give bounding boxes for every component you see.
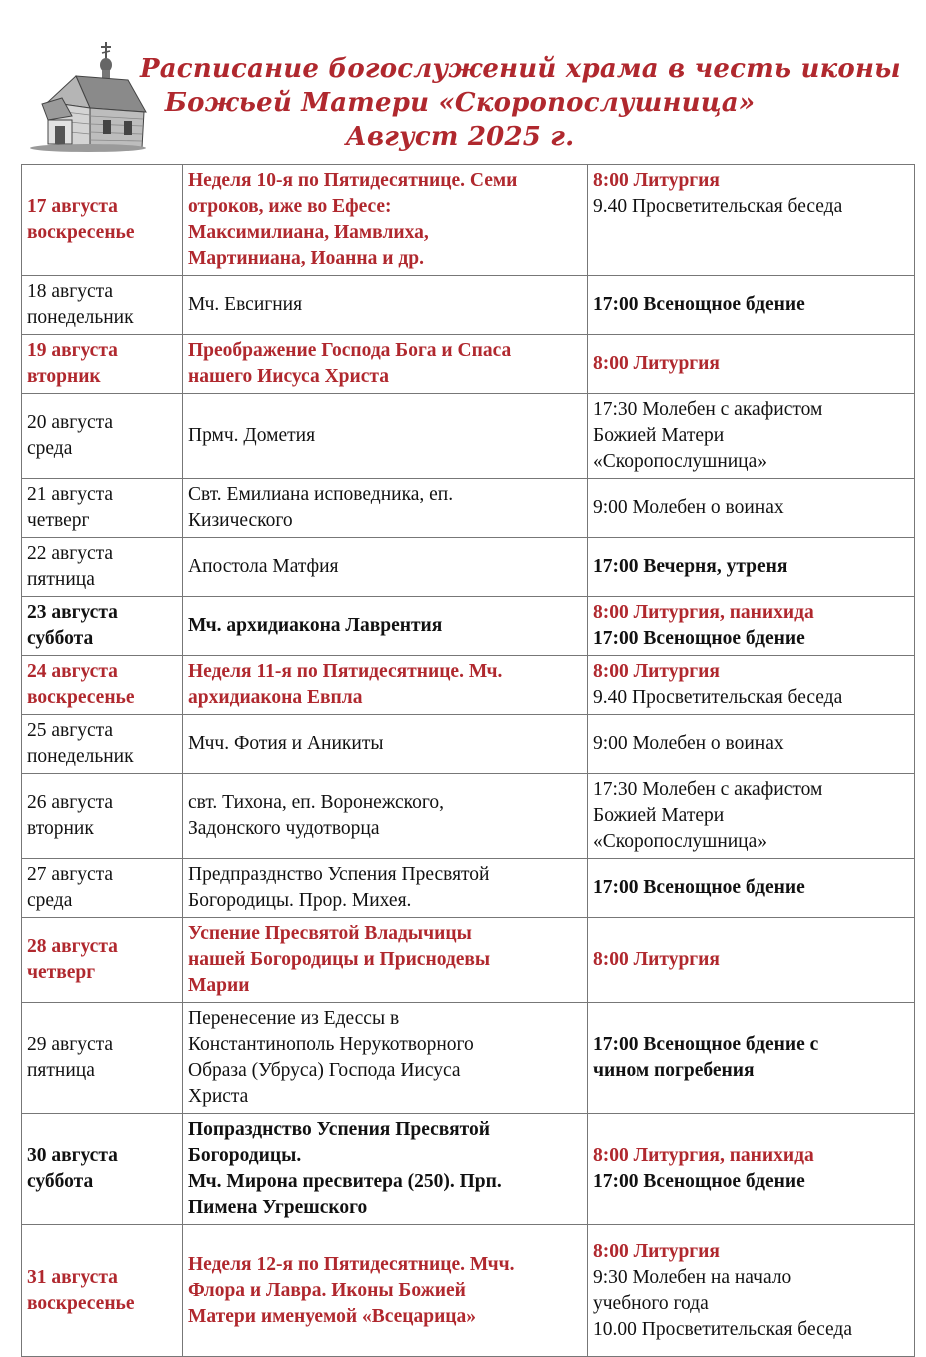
services-cell — [588, 538, 915, 597]
services-cell — [588, 165, 915, 276]
saint-cell-line: Кизического — [188, 510, 293, 531]
saint-cell-line: архидиакона Евпла — [188, 687, 363, 708]
saint-cell-line: Успение Пресвятой Владычицы — [188, 923, 472, 944]
saint-cell — [183, 165, 588, 276]
services-cell-line: учебного года — [593, 1292, 709, 1314]
schedule-table — [21, 164, 915, 1357]
schedule-row — [22, 276, 915, 335]
services-cell-line: 9:00 Молебен о воинах — [593, 733, 784, 754]
services-cell — [588, 335, 915, 394]
saint-cell — [183, 774, 588, 859]
saint-cell — [183, 335, 588, 394]
saint-cell-line: Предпразднство Успения Пресвятой — [188, 864, 490, 885]
date-cell-line: 19 августа — [27, 340, 118, 361]
services-cell-line: 8:00 Литургия — [593, 661, 720, 682]
services-cell-line: 17:00 Всенощное бдение — [593, 877, 805, 898]
saint-cell-line: Христа — [188, 1086, 249, 1107]
saint-cell-line: Неделя 11-я по Пятидесятнице. Мч. — [188, 661, 503, 682]
date-cell — [22, 597, 183, 656]
saint-cell — [183, 276, 588, 335]
date-cell-line: понедельник — [27, 746, 134, 767]
date-cell-line: 21 августа — [27, 484, 114, 505]
saint-cell-line: отроков, иже во Ефесе: — [188, 196, 392, 217]
date-cell-line: вторник — [27, 366, 101, 387]
services-cell-line: 17:00 Всенощное бдение — [593, 294, 805, 315]
services-cell — [588, 918, 915, 1003]
schedule-row — [22, 165, 915, 276]
saint-cell-line: свт. Тихона, еп. Воронежского, — [188, 792, 444, 813]
services-cell-line: «Скоропослушница» — [593, 451, 768, 472]
schedule-row — [22, 394, 915, 479]
services-cell-line: «Скоропослушница» — [593, 831, 768, 852]
saint-cell — [183, 859, 588, 918]
saint-cell-line: Попразднство Успения Пресвятой — [188, 1119, 490, 1140]
saint-cell — [183, 394, 588, 479]
date-cell-line: 28 августа — [27, 936, 118, 957]
schedule-row — [22, 335, 915, 394]
saint-cell — [183, 597, 588, 656]
date-cell-line: суббота — [27, 1171, 94, 1192]
schedule-row — [22, 656, 915, 715]
services-cell — [588, 597, 915, 656]
schedule-row — [22, 479, 915, 538]
date-cell-line: 22 августа — [27, 543, 114, 564]
date-cell — [22, 715, 183, 774]
date-cell — [22, 918, 183, 1003]
date-cell — [22, 276, 183, 335]
date-cell — [22, 335, 183, 394]
date-cell-line: четверг — [27, 962, 96, 983]
services-cell-line: 17:00 Всенощное бдение — [593, 1171, 805, 1192]
church-illustration — [28, 40, 150, 152]
saint-cell-line: Мартиниана, Иоанна и др. — [188, 248, 424, 269]
saint-cell — [183, 1003, 588, 1114]
saint-cell — [183, 656, 588, 715]
services-cell — [588, 1003, 915, 1114]
saint-cell-line: Максимилиана, Иамвлиха, — [188, 222, 429, 243]
saint-cell — [183, 918, 588, 1003]
date-cell-line: 24 августа — [27, 661, 118, 682]
saint-cell-line: Матери именуемой «Всецарица» — [188, 1305, 477, 1327]
schedule-row — [22, 597, 915, 656]
saint-cell — [183, 1114, 588, 1225]
schedule-row — [22, 1003, 915, 1114]
title-line-2: Божьей Матери «Скоропослушница» — [164, 88, 756, 118]
saint-cell-line: Пимена Угрешского — [188, 1197, 368, 1218]
services-cell — [588, 715, 915, 774]
saint-cell-line: Мчч. Фотия и Аникиты — [188, 733, 384, 754]
services-cell-line: 9:30 Молебен на начало — [593, 1266, 792, 1288]
date-cell-line: среда — [27, 890, 73, 911]
schedule-row — [22, 774, 915, 859]
date-cell — [22, 165, 183, 276]
date-cell-line: 20 августа — [27, 412, 114, 433]
date-cell-line: понедельник — [27, 307, 134, 328]
saint-cell-line: Образа (Убруса) Господа Иисуса — [188, 1060, 461, 1081]
date-cell — [22, 859, 183, 918]
saint-cell-line: Богородицы. — [188, 1145, 302, 1166]
saint-cell-line: Флора и Лавра. Иконы Божией — [188, 1279, 466, 1301]
date-cell-line: 23 августа — [27, 602, 118, 623]
schedule-row — [22, 715, 915, 774]
services-cell-line: 8:00 Литургия — [593, 170, 720, 191]
services-cell-line: 17:00 Всенощное бдение — [593, 628, 805, 649]
date-cell — [22, 394, 183, 479]
date-cell-line: четверг — [27, 510, 90, 531]
saint-cell — [183, 1225, 588, 1357]
date-cell-line: воскресенье — [27, 222, 135, 243]
saint-cell-line: Неделя 12-я по Пятидесятнице. Мчч. — [188, 1253, 515, 1275]
date-cell — [22, 538, 183, 597]
services-cell-line: 8:00 Литургия — [593, 1240, 720, 1262]
date-cell — [22, 1114, 183, 1225]
services-cell — [588, 1225, 915, 1357]
schedule-row — [22, 538, 915, 597]
date-cell-line: среда — [27, 438, 73, 459]
date-cell-line: суббота — [27, 628, 94, 649]
date-cell-line: воскресенье — [27, 687, 135, 708]
services-cell-line: 17:30 Молебен с акафистом — [593, 779, 823, 800]
page-title — [140, 52, 901, 154]
saint-cell — [183, 538, 588, 597]
services-cell-line: 9.40 Просветительская беседа — [593, 687, 843, 708]
schedule-row — [22, 1114, 915, 1225]
services-cell-line: 8:00 Литургия, панихида — [593, 602, 814, 623]
saint-cell — [183, 715, 588, 774]
services-cell-line: Божией Матери — [593, 805, 725, 826]
services-cell — [588, 656, 915, 715]
schedule-row — [22, 1225, 915, 1357]
services-cell-line: 10.00 Просветительская беседа — [593, 1318, 852, 1340]
services-cell — [588, 859, 915, 918]
date-cell — [22, 1003, 183, 1114]
saint-cell-line: Константинополь Нерукотворного — [188, 1034, 474, 1055]
services-cell-line: 9.40 Просветительская беседа — [593, 196, 843, 217]
saint-cell — [183, 479, 588, 538]
title-line-1: Расписание богослужений храма в честь иконы — [140, 54, 901, 84]
saint-cell-line: Апостола Матфия — [188, 556, 339, 577]
services-cell-line: 17:00 Вечерня, утреня — [593, 556, 788, 577]
schedule-body — [22, 165, 915, 1357]
date-cell-line: пятница — [27, 569, 95, 590]
services-cell — [588, 1114, 915, 1225]
date-cell-line: 18 августа — [27, 281, 114, 302]
services-cell — [588, 774, 915, 859]
services-cell-line: 8:00 Литургия — [593, 949, 720, 970]
saint-cell-line: нашего Иисуса Христа — [188, 366, 389, 387]
services-cell — [588, 276, 915, 335]
services-cell — [588, 394, 915, 479]
saint-cell-line: Мч. Евсигния — [188, 294, 303, 315]
services-cell-line: чином погребения — [593, 1060, 755, 1081]
services-cell-line: 17:30 Молебен с акафистом — [593, 399, 823, 420]
saint-cell-line: Свт. Емилиана исповедника, еп. — [188, 484, 454, 505]
date-cell-line: 29 августа — [27, 1034, 114, 1055]
services-cell-line: Божией Матери — [593, 425, 725, 446]
saint-cell-line: Богородицы. Прор. Михея. — [188, 890, 412, 911]
date-cell-line: 30 августа — [27, 1145, 118, 1166]
services-cell-line: 8:00 Литургия, панихида — [593, 1145, 814, 1166]
saint-cell-line: Перенесение из Едессы в — [188, 1008, 400, 1029]
saint-cell-line: Преображение Господа Бога и Спаса — [188, 340, 512, 361]
date-cell-line: 25 августа — [27, 720, 114, 741]
date-cell — [22, 774, 183, 859]
saint-cell-line: Задонского чудотворца — [188, 818, 380, 839]
services-cell — [588, 479, 915, 538]
saint-cell-line: Прмч. Дометия — [188, 425, 316, 446]
saint-cell-line: Неделя 10-я по Пятидесятнице. Семи — [188, 170, 518, 191]
saint-cell-line: Марии — [188, 975, 250, 996]
date-cell-line: 26 августа — [27, 792, 114, 813]
saint-cell-line: Мч. Мирона пресвитера (250). Прп. — [188, 1171, 502, 1192]
date-cell — [22, 656, 183, 715]
date-cell-line: 17 августа — [27, 196, 118, 217]
header — [0, 0, 926, 165]
date-cell-line: воскресенье — [27, 1292, 135, 1314]
services-cell-line: 9:00 Молебен о воинах — [593, 497, 784, 518]
date-cell-line: вторник — [27, 818, 94, 839]
services-cell-line: 17:00 Всенощное бдение с — [593, 1034, 819, 1055]
date-cell-line: 31 августа — [27, 1266, 118, 1288]
date-cell-line: пятница — [27, 1060, 95, 1081]
services-cell-line: 8:00 Литургия — [593, 353, 720, 374]
title-line-3: Август 2025 г. — [345, 122, 575, 152]
date-cell — [22, 479, 183, 538]
saint-cell-line: Мч. архидиакона Лаврентия — [188, 615, 443, 636]
date-cell-line: 27 августа — [27, 864, 114, 885]
schedule-row — [22, 859, 915, 918]
saint-cell-line: нашей Богородицы и Приснодевы — [188, 949, 491, 970]
date-cell — [22, 1225, 183, 1357]
schedule-row — [22, 918, 915, 1003]
